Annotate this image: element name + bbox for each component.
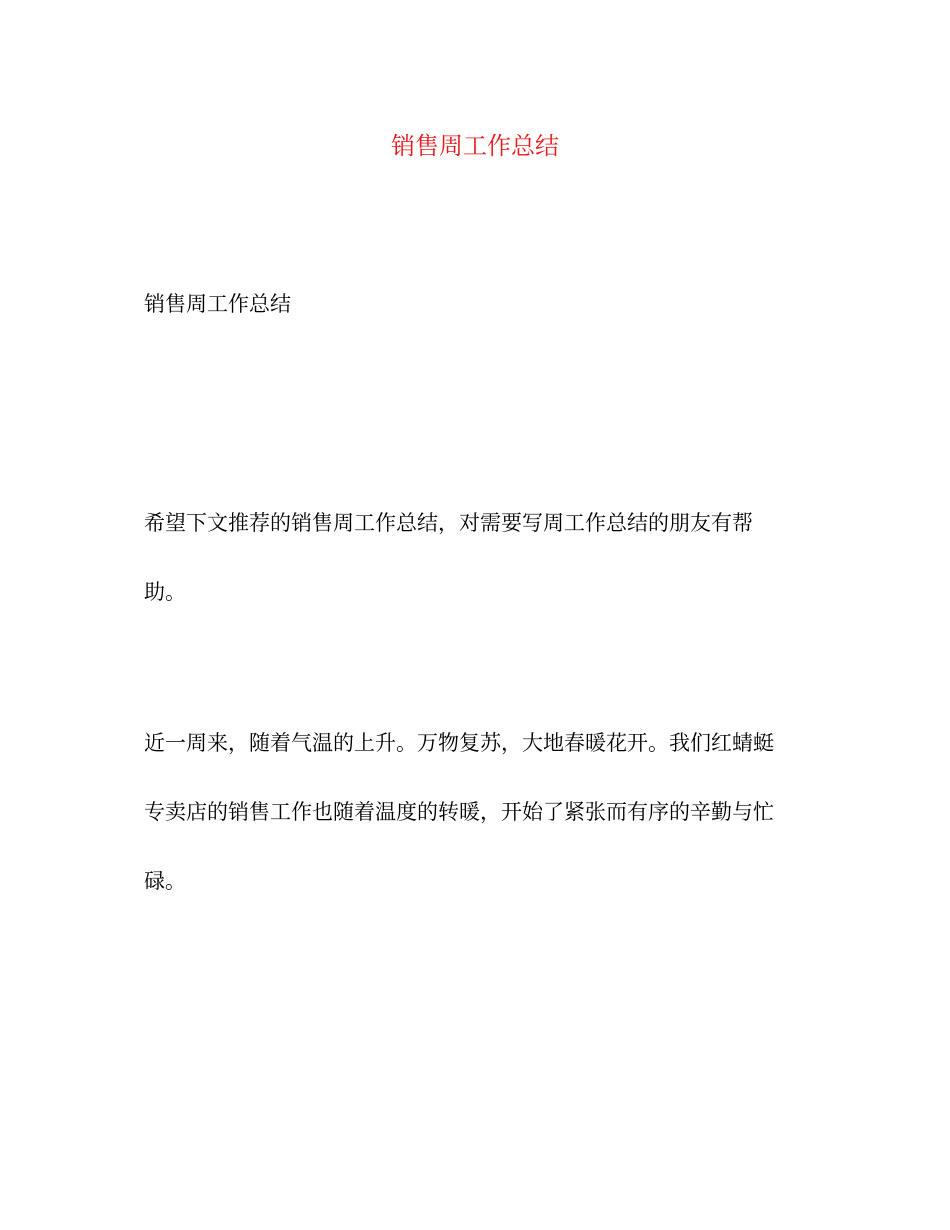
paragraph-line: 助。 <box>144 580 186 604</box>
body-paragraph <box>144 727 804 934</box>
paragraph-line: 专卖店的销售工作也随着温度的转暖，开始了紧张而有序的辛勤与忙 <box>144 800 774 824</box>
paragraph-line: 碌。 <box>144 869 186 893</box>
paragraph-line: 希望下文推荐的销售周工作总结，对需要写周工作总结的朋友有帮 <box>144 511 753 535</box>
document-title: 销售周工作总结 <box>391 132 559 160</box>
intro-paragraph <box>144 507 804 645</box>
document-subtitle: 销售周工作总结 <box>144 292 291 316</box>
paragraph-line: 近一周来，随着气温的上升。万物复苏，大地春暖花开。我们红蜻蜓 <box>144 731 774 755</box>
